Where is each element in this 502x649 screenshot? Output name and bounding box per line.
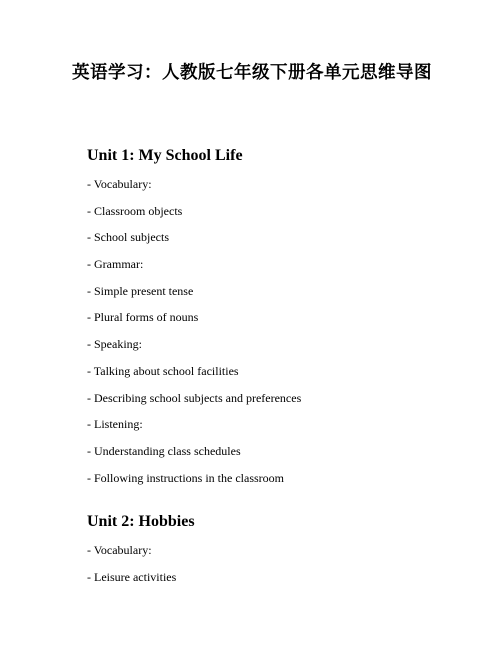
outline-item: - Plural forms of nouns <box>87 310 199 325</box>
unit-1-outline <box>87 171 467 491</box>
unit-2-outline <box>87 537 467 590</box>
outline-item: - School subjects <box>87 230 169 245</box>
document-title: 英语学习：人教版七年级下册各单元思维导图 <box>72 63 432 83</box>
outline-item: - Vocabulary: <box>87 543 152 557</box>
outline-item: - Listening: <box>87 417 143 432</box>
outline-item: - Talking about school facilities <box>87 363 239 378</box>
outline-item: - Classroom objects <box>87 203 183 218</box>
unit-2-heading: Unit 2: Hobbies <box>87 513 195 530</box>
outline-item: - Vocabulary: <box>87 177 152 191</box>
outline-item: - Speaking: <box>87 337 142 352</box>
outline-item: - Simple present tense <box>87 283 194 298</box>
outline-item: - Leisure activities <box>87 569 177 584</box>
outline-item: - Grammar: <box>87 257 144 272</box>
unit-1-section <box>87 146 467 491</box>
outline-item: - Following instructions in the classroom <box>87 470 284 485</box>
outline-item: - Understanding class schedules <box>87 443 241 458</box>
unit-2-section <box>87 512 467 590</box>
outline-item: - Describing school subjects and preferences <box>87 390 302 405</box>
unit-1-heading: Unit 1: My School Life <box>87 147 243 164</box>
